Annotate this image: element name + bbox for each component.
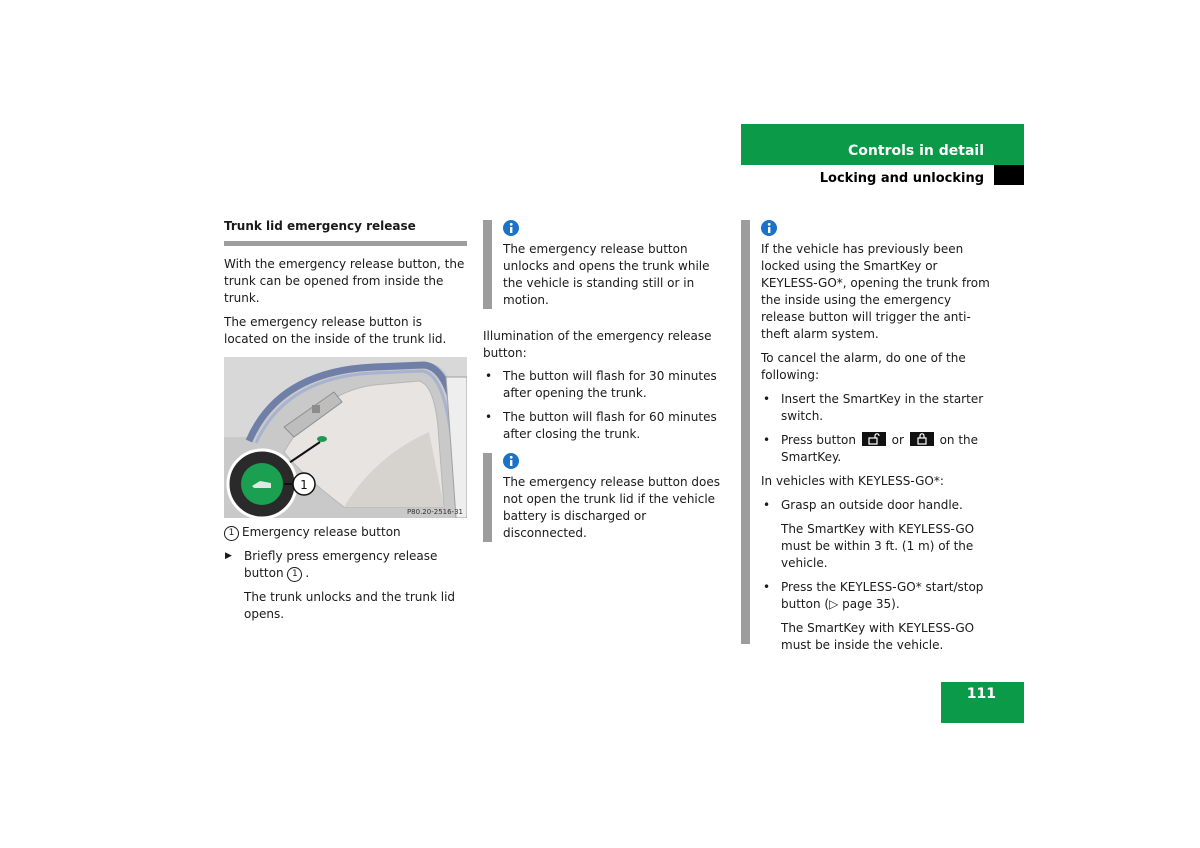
instruction-step [224,548,467,582]
info-text: If the vehicle has previously been locked using the SmartKey or KEYLESS-GO*, opening the trunk from the inside using the emergency release button will trigger the anti-theft alarm system. [761,242,990,341]
step-text: Briefly press emergency release button [244,549,438,580]
column-right [741,220,991,652]
bullet-list [483,368,726,443]
paragraph: To cancel the alarm, do one of the following: [761,351,966,382]
info-box [483,453,726,542]
info-text: The emergency release button does not open the trunk lid if the vehicle battery is discharged or disconnected. [503,475,720,540]
bullet-item: • Insert the SmartKey in the starter switch. [761,391,991,425]
paragraph: The emergency release button is located on the inside of the trunk lid. [224,315,447,346]
legend-number: 1 [224,526,239,541]
bullet-list [761,579,991,613]
info-icon [503,453,519,469]
bullet-item [761,432,991,466]
step-end: . [305,566,310,580]
bullet-item: • The button will flash for 30 minutes after opening the trunk. [483,368,726,402]
bullet-list [761,497,991,514]
subsection-title: Locking and unlocking [819,171,984,186]
heading-trunk-release: Trunk lid emergency release [224,218,467,246]
figure-legend [224,524,467,541]
info-icon [503,220,519,236]
figure-code: P80.20-2516-31 [406,508,463,516]
paragraph: In vehicles with KEYLESS-GO*: [761,474,944,488]
info-box [741,220,991,652]
step-ref-number: 1 [287,567,302,582]
bullet-note: The SmartKey with KEYLESS-GO must be within 3 ft. (1 m) of the vehicle. [781,522,975,570]
bullet-item: • The button will flash for 60 minutes after closing the trunk. [483,409,726,443]
trunk-lid-drawing [224,357,467,518]
bullet-text: or [891,433,904,447]
column-left [224,218,467,623]
bullet-text: on the SmartKey. [781,433,979,464]
figure-callout: 1 [300,478,308,492]
section-title: Controls in detail [848,143,984,159]
bullet-text: Press button [781,433,856,447]
paragraph: Illumination of the emergency release button: [483,329,712,360]
step-result: The trunk unlocks and the trunk lid opens. [244,590,456,621]
page-number: 111 [966,686,996,702]
column-middle [483,220,726,542]
info-text: The emergency release button unlocks and opens the trunk while the vehicle is standing still or in motion. [503,242,710,307]
bullet-note: The SmartKey with KEYLESS-GO must be inside the vehicle. [781,621,975,652]
bullet-item: • Press the KEYLESS-GO* start/stop button (▷ page 35). [761,579,991,613]
arrow-right-icon: ▶ [225,551,232,561]
bullet-item: • Grasp an outside door handle. [761,497,991,514]
info-box [483,220,726,309]
lock-key-icon [910,432,934,446]
subsection-marker [994,165,1024,185]
paragraph: With the emergency release button, the trunk can be opened from inside the trunk. [224,257,465,305]
trunk-lid-illustration [224,357,467,518]
bullet-list [761,391,991,466]
legend-text: Emergency release button [242,525,401,539]
info-icon [761,220,777,236]
unlock-key-icon [862,432,886,446]
